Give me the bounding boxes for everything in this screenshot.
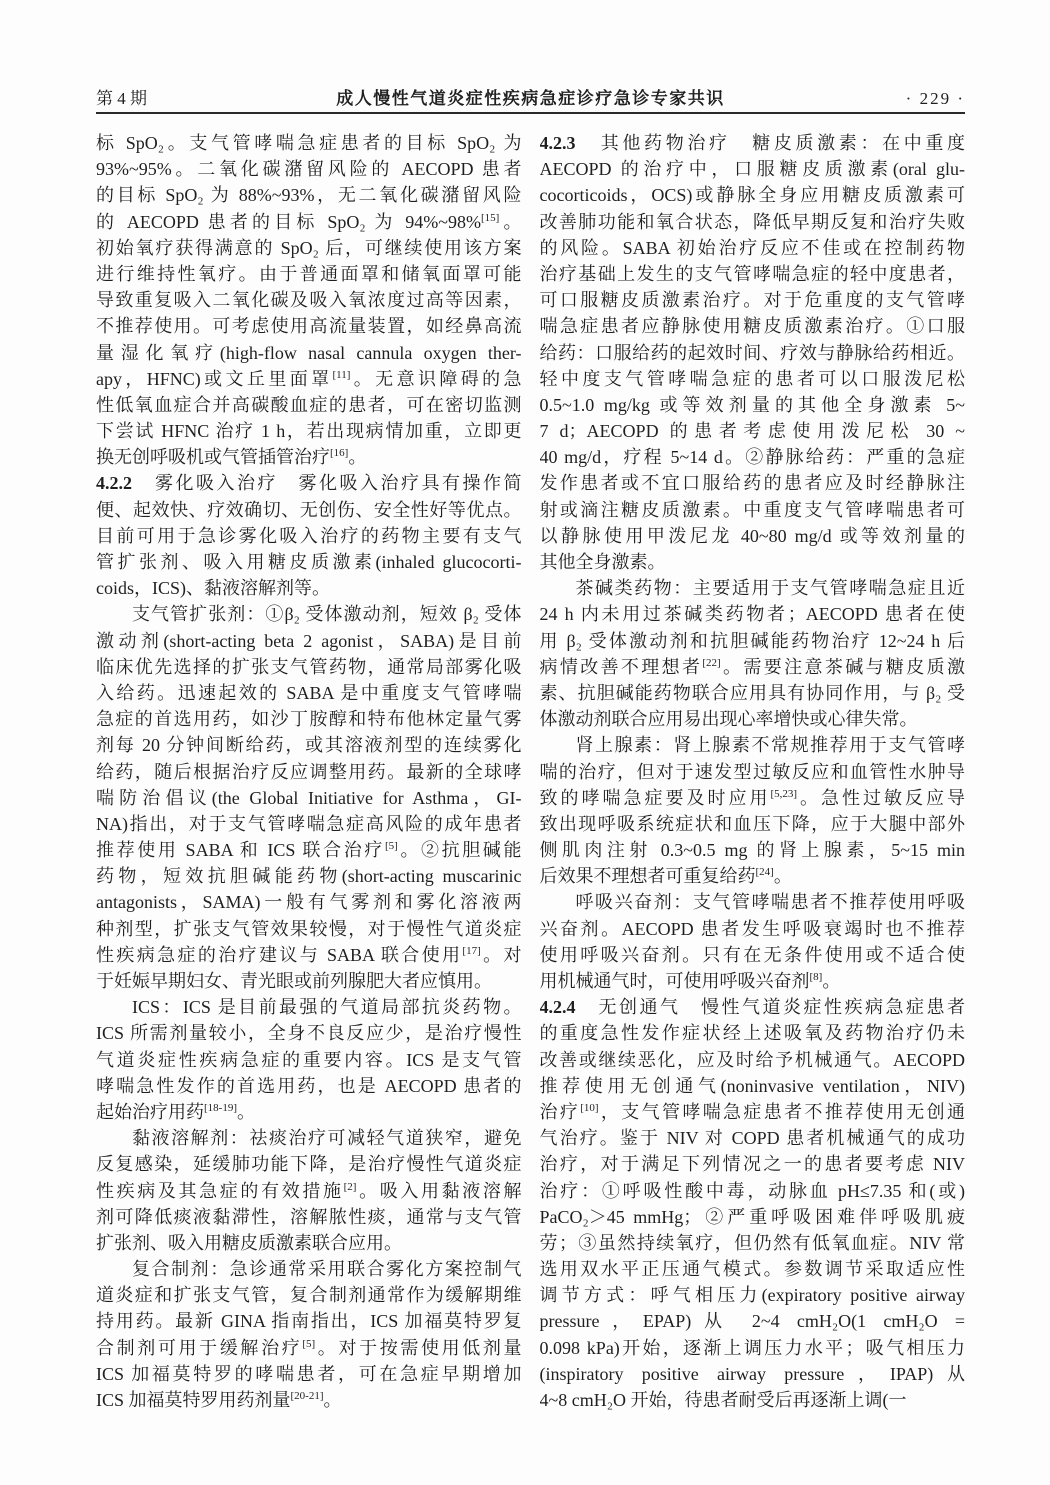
paragraph [96,1256,522,1413]
text-line: 4.2.3 其他药物治疗 糖皮质激素：在中重度 [539,133,965,153]
text-line: 93%~95%。二氧化碳潴留风险的 AECOPD 患者 [96,159,522,180]
text-line: 标 SpO₂。支气管哮喘急症患者的目标 SpO₂ 为 [96,133,522,153]
text-line: AECOPD 的治疗中，口服糖皮质激素(oral glu- [539,159,965,180]
text-line: cocorticoids，OCS)或静脉全身应用糖皮质激素可 [539,185,965,206]
text-line: ICS：ICS 是目前最强的气道局部抗炎药物。 [132,997,522,1018]
text-line: 治疗[10]，支气管哮喘急症患者不推荐使用无创通 [539,1101,965,1122]
text-line: 进行维持性氧疗。由于普通面罩和储氧面罩可能 [96,263,522,284]
text-line: 轻中度支气管哮喘急症的患者可以口服泼尼松 [539,368,965,389]
paragraph [96,470,522,601]
text-line: coids，ICS)、黏液溶解剂等。 [96,578,330,599]
paragraph [540,732,966,889]
text-line: 于妊娠早期妇女、青光眼或前列腺肥大者应慎用。 [96,971,492,991]
text-line: 持用药。最新 GINA 指南指出，ICS 加福莫特罗复 [96,1311,522,1332]
text-line: 40 mg/d，疗程 5~14 d。②静脉给药：严重的急症 [539,447,965,468]
paragraph [540,889,966,994]
text-line: 管扩张剂、吸入用糖皮质激素(inhaled glucocorti- [96,552,522,572]
text-line: 气治疗。鉴于 NIV 对 COPD 患者机械通气的成功 [539,1128,965,1149]
text-line: 素、抗胆碱能药物联合应用具有协同作用，与 β₂ 受 [539,682,965,703]
text-line: 后效果不理想者可重复给药[24]。 [539,866,792,887]
text-line: 治疗，对于满足下列情况之一的患者要考虑 NIV [539,1154,965,1175]
paragraph [540,994,966,1413]
text-line: NA)指出，对于支气管哮喘急症高风险的成年患者 [96,813,522,834]
text-line: 黏液溶解剂：祛痰治疗可减轻气道狭窄，避免 [132,1128,522,1149]
text-line: 急症的首选用药，如沙丁胺醇和特布他林定量气雾 [96,709,522,730]
text-line: 4.2.2 雾化吸入治疗 雾化吸入治疗具有操作简 [96,473,522,494]
text-line: 扩张剂、吸入用糖皮质激素联合应用。 [96,1232,402,1253]
text-line: 便、起效快、疗效确切、无创伤、安全性好等优点。 [96,499,522,520]
text-line: (inspiratory positive airway pressure，IPAP)从 [539,1363,965,1384]
text-line: ICS 加福莫特罗的哮喘患者，可在急症早期增加 [96,1363,522,1384]
text-line: 哮喘急性发作的首选用药，也是 AECOPD 患者的 [96,1075,522,1096]
article-body [96,130,965,1413]
text-line: 改善或继续恶化，应及时给予机械通气。AECOPD [539,1049,965,1070]
text-line: 的重度急性发作症状经上述吸氧及药物治疗仍未 [539,1023,965,1044]
text-line: pressure，EPAP)从 2~4 cmH₂O(1 cmH₂O = [539,1311,965,1332]
text-line: 改善肺功能和氧合状态，降低早期反复和治疗失败 [539,211,965,232]
paragraph [540,575,966,732]
page-number: · 229 · [905,89,965,108]
paragraph [540,130,966,575]
text-line: 药物，短效抗胆碱能药物(short-acting muscarinic [96,866,522,887]
text-line: 喘防治倡议(the Global Initiative for Asthma，GI- [96,787,522,808]
issue-number: 第 4 期 [96,89,147,108]
text-line: 合制剂可用于缓解治疗[5]。对于按需使用低剂量 [96,1337,522,1358]
text-line: 入给药。迅速起效的 SABA 是中重度支气管哮喘 [96,682,522,703]
text-line: 性疾病急症的治疗建议与 SABA 联合使用[17]。对 [96,944,522,965]
text-line: 换无创呼吸机或气管插管治疗[16]。 [96,447,367,468]
text-line: 以静脉使用甲泼尼龙 40~80 mg/d 或等效剂量的 [539,525,965,546]
text-line: 0.5~1.0 mg/kg 或等效剂量的其他全身激素 5~ [539,394,965,415]
text-line: 剂可降低痰液黏滞性，溶解脓性痰，通常与支气管 [96,1206,522,1227]
text-line: 激动剂(short-acting beta 2 agonist，SABA)是目前 [96,630,522,651]
text-line: 发作患者或不宜口服给药的患者应及时经静脉注 [539,473,965,494]
text-line: ICS 所需剂量较小，全身不良反应少，是治疗慢性 [96,1023,522,1044]
text-line: 24 h 内未用过茶碱类药物者；AECOPD 患者在使 [539,604,965,625]
text-line: 射或滴注糖皮质激素。中重度支气管哮喘患者可 [539,499,965,520]
text-line: 的目标 SpO₂ 为 88%~93%，无二氧化碳潴留风险 [96,185,522,206]
header-divider [96,112,965,114]
text-line: 的风险。SABA 初始治疗反应不佳或在控制药物 [539,237,965,258]
text-line: 肾上腺素：肾上腺素不常规推荐用于支气管哮 [575,735,965,756]
text-line: 不推荐使用。可考虑使用高流量装置，如经鼻高流 [96,316,522,337]
text-line: 劳；③虽然持续氧疗，但仍然有低氧血症。NIV 常 [539,1232,965,1253]
text-line: 7 d；AECOPD 的患者考虑使用泼尼松 30 ~ [539,421,965,442]
text-line: 喘的治疗，但对于速发型过敏反应和血管性水肿导 [539,761,965,782]
text-line: 气道炎症性疾病急症的重要内容。ICS 是支气管 [96,1049,522,1070]
text-line: 可口服糖皮质激素治疗。对于危重度的支气管哮 [539,290,965,311]
text-line: 种剂型，扩张支气管效果较慢，对于慢性气道炎症 [96,918,522,939]
text-line: 用机械通气时，可使用呼吸兴奋剂[8]。 [539,971,841,991]
text-line: ICS 加福莫特罗用药剂量[20-21]。 [96,1390,342,1410]
text-line: 导致重复吸入二氧化碳及吸入氧浓度过高等因素， [96,290,522,311]
paragraph [96,130,522,470]
text-line: 初始氧疗获得满意的 SpO₂ 后，可继续使用该方案 [96,237,522,258]
paragraph [96,601,522,994]
left-column [96,130,522,1413]
text-line: 给药：口服给药的起效时间、疗效与静脉给药相近。 [539,342,965,363]
right-column [540,130,966,1413]
page-header [96,84,965,109]
text-line: 4~8 cmH₂O 开始，待患者耐受后再逐渐上调(一 [539,1390,907,1410]
text-line: 治疗基础上发生的支气管哮喘急症的轻中度患者， [539,263,965,284]
text-line: 反复感染，延缓肺功能下降，是治疗慢性气道炎症 [96,1154,522,1175]
text-line: 呼吸兴奋剂：支气管哮喘患者不推荐使用呼吸 [575,892,965,913]
text-line: PaCO₂＞45 mmHg；②严重呼吸困难伴呼吸肌疲 [539,1206,965,1227]
text-line: 临床优先选择的扩张支气管药物，通常局部雾化吸 [96,656,522,677]
text-line: 使用呼吸兴奋剂。只有在无条件使用或不适合使 [539,944,965,965]
text-line: apy，HFNC)或文丘里面罩[11]。无意识障碍的急 [96,368,522,389]
text-line: 剂每 20 分钟间断给药，或其溶液剂型的连续雾化 [96,735,522,756]
text-line: antagonists，SAMA)一般有气雾剂和雾化溶液两 [96,892,522,913]
text-line: 下尝试 HFNC 治疗 1 h，若出现病情加重，立即更 [96,421,522,442]
text-line: 量湿化氧疗(high-flow nasal cannula oxygen ther- [96,342,522,363]
text-line: 推荐使用 SABA 和 ICS 联合治疗[5]。②抗胆碱能 [96,840,522,861]
text-line: 起始治疗用药[18-19]。 [96,1101,255,1122]
text-line: 治疗：①呼吸性酸中毒，动脉血 pH≤7.35 和(或) [539,1180,965,1201]
text-line: 性低氧血症合并高碳酸血症的患者，可在密切监测 [96,394,522,415]
text-line: 致出现呼吸系统症状和血压下降，应于大腿中部外 [539,813,965,834]
text-line: 推荐使用无创通气(noninvasive ventilation，NIV) [539,1075,965,1096]
text-line: 的 AECOPD 患者的目标 SpO₂ 为 94%~98%[15]。 [96,211,522,232]
paragraph [96,994,522,1125]
text-line: 其他全身激素。 [539,552,666,572]
text-line: 病情改善不理想者[22]。需要注意茶碱与糖皮质激 [539,656,965,677]
paragraph [96,1125,522,1256]
text-line: 侧肌肉注射 0.3~0.5 mg 的肾上腺素，5~15 min [539,840,965,861]
text-line: 调节方式：呼气相压力(expiratory positive airway [539,1285,965,1306]
running-title: 成人慢性气道炎症性疾病急症诊疗急诊专家共识 [336,89,725,108]
text-line: 喘急症患者应静脉使用糖皮质激素治疗。①口服 [539,316,965,337]
text-line: 用 β₂ 受体激动剂和抗胆碱能药物治疗 12~24 h 后 [539,630,965,651]
text-line: 道炎症和扩张支气管，复合制剂通常作为缓解期维 [96,1285,522,1306]
text-line: 性疾病及其急症的有效措施[2]。吸入用黏液溶解 [96,1180,522,1201]
text-line: 致的哮喘急症要及时应用[5,23]。急性过敏反应导 [539,787,965,808]
text-line: 0.098 kPa)开始，逐渐上调压力水平；吸气相压力 [539,1337,965,1358]
text-line: 茶碱类药物：主要适用于支气管哮喘急症且近 [575,578,965,599]
text-line: 目前可用于急诊雾化吸入治疗的药物主要有支气 [96,525,522,546]
text-line: 复合制剂：急诊通常采用联合雾化方案控制气 [132,1259,522,1280]
text-line: 体激动剂联合应用易出现心率增快或心律失常。 [539,709,918,730]
text-line: 给药，随后根据治疗反应调整用药。最新的全球哮 [96,761,522,782]
text-line: 兴奋剂。AECOPD 患者发生呼吸衰竭时也不推荐 [539,918,965,939]
text-line: 4.2.4 无创通气 慢性气道炎症性疾病急症患者 [539,997,965,1018]
text-line: 支气管扩张剂：①β₂ 受体激动剂，短效 β₂ 受体 [132,604,522,625]
text-line: 选用双水平正压通气模式。参数调节采取适应性 [539,1259,965,1280]
